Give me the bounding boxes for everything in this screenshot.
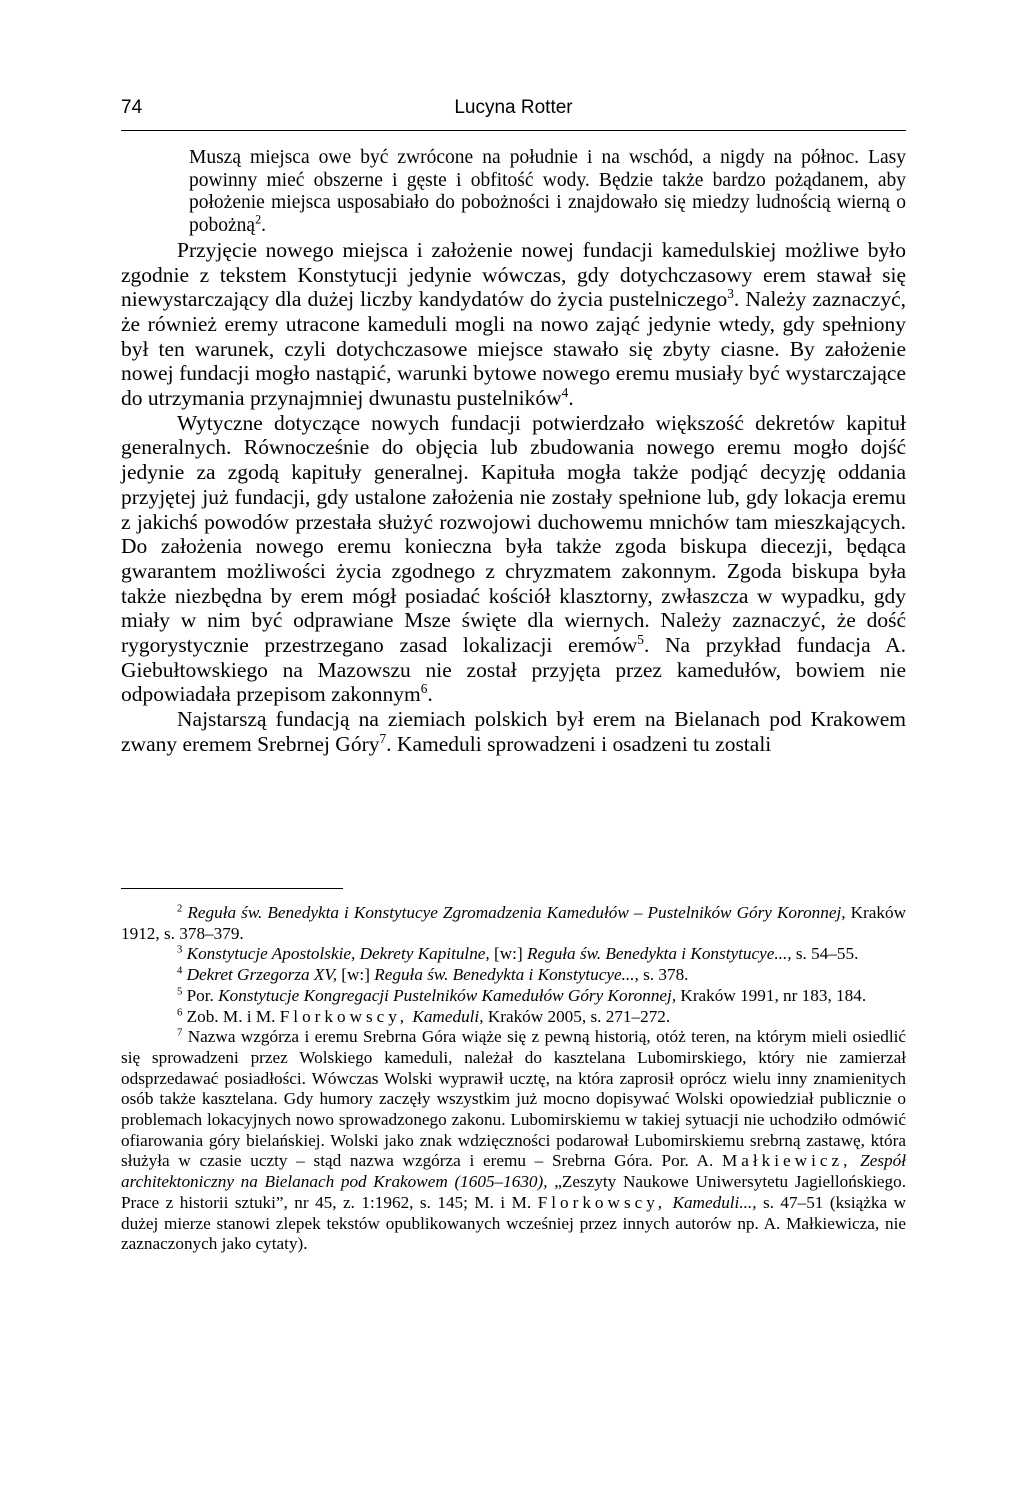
footnote-ref[interactable]: 4	[561, 384, 569, 400]
footnote-ref[interactable]: 5	[637, 631, 644, 647]
footnote-number: 7	[177, 1027, 183, 1039]
footnote-2	[121, 903, 906, 944]
footnote-3	[121, 944, 906, 965]
footnote-ref[interactable]: 7	[379, 730, 387, 746]
footnote-text: Kraków 2005, s. 271–272.	[483, 1006, 671, 1026]
footnote-text: s. 378.	[638, 965, 689, 985]
paragraph-text: Wytyczne dotyczące nowych fundacji potwierdzało większość dekretów kapituł generalnych. Równocześnie do objęcia lub zbudowania nowego eremu mogło dojść jedynie za zgodą kapituły generalnej. Kapituła mogła także podjąć decyzję oddania przyjętej już fundacji, gdy ustalone założenia nie zostały spełnione lub, gdy lokacja eremu z jakichś powodów przestała służyć rozwojowi duchowemu mnichów tam mieszkających. Do założenia nowego eremu konieczna była także zgoda biskupa diecezji, będąca gwarantem możliwości życia zgodnego z chryzmatem zakonnym. Zgoda biskupa była także niezbędna by erem mógł posiadać kościół klasztorny, zwłaszcza w wypadku, gdy miały w nim być odprawiane Msze święte dla wiernych. Należy zaznaczyć, że dość rygorystycznie przestrzegano zasad lokalizacji eremów	[121, 410, 906, 658]
footnote-text: [w:]	[337, 965, 375, 985]
footnote-7	[121, 1027, 906, 1255]
footnote-text: s. 47–51 (książka w dużej mierze stanowi zlepek tekstów opublikowanych wcześniej przez innych autorów np. A. Małkiewicza, nie zaznaczonych jako cytaty).	[121, 1192, 906, 1254]
footnote-title: Reguła św. Benedykta i Konstytucye...,	[526, 944, 792, 964]
footnote-6	[121, 1007, 906, 1028]
author-name-spaced: Małkiewicz,	[721, 1151, 852, 1171]
paragraph-3	[121, 707, 906, 756]
footnote-title: Konstytucje Apostolskie, Dekrety Kapitulne,	[186, 944, 490, 964]
footnote-title: Kameduli...,	[672, 1192, 757, 1212]
block-quote	[189, 147, 906, 238]
footnote-number: 4	[177, 965, 183, 977]
paragraph-text: Przyjęcie nowego miejsca i założenie nowej fundacji kamedulskiej możliwe było zgodnie z tekstem Konstytucji jedynie wówczas, gdy dotychczasowy erem stawał się niewystarczający dla dużej liczby kandydatów do życia pustelniczego	[121, 237, 906, 312]
footnote-number: 2	[177, 903, 183, 915]
paragraph-text: Najstarszą fundacją na ziemiach polskich był erem na Bielanach pod Krakowem zwany eremem Srebrnej Góry	[121, 707, 906, 756]
quote-tail: .	[261, 215, 266, 237]
footnote-number: 3	[177, 944, 183, 956]
footnote-text: Kraków 1912, s. 378–379.	[121, 903, 907, 943]
footnote-rule	[121, 888, 343, 889]
footnote-number: 5	[177, 986, 183, 998]
footnote-title: Reguła św. Benedykta i Konstytucye Zgromadzenia Kamedułów – Pustelników Góry Koronnej,	[187, 903, 846, 922]
quote-text: Muszą miejsca owe być zwrócone na południe i na wschód, a nigdy na północ. Lasy powinny mieć obszerne i gęste i obfitość wody. Będzie także bardzo pożądanem, aby położenie miejsca usposabiało do pobożności i znajdowało się miedzy ludnością wierną o pobożną	[189, 147, 906, 237]
main-text	[121, 147, 906, 757]
footnote-title: Zespół architektoniczny na Bielanach pod Krakowem (1605–1630),	[121, 1151, 906, 1192]
footnote-title: Konstytucje Kongregacji Pustelników Kamedułów Góry Koronnej,	[218, 985, 677, 1005]
footnote-text: Zob. M. i M.	[186, 1006, 280, 1026]
footnote-text: „Zeszyty Naukowe Uniwersytetu Jagiellońskiego. Prace z historii sztuki”, nr 45, z. 1:1962, s. 145; M. i M.	[121, 1172, 906, 1212]
footnote-title: Kameduli,	[412, 1006, 484, 1026]
paragraph-text: . Kameduli sprowadzeni i osadzeni tu zostali	[386, 731, 772, 756]
footnote-title: Reguła św. Benedykta i Konstytucye...,	[374, 965, 639, 985]
paragraph-text: . Na przykład fundacja A. Giebułtowskiego na Mazowszu nie został przyjęta przez kamedułów, bowiem nie odpowiadała przepisom zakonnym	[121, 633, 906, 707]
footnote-5	[121, 986, 906, 1007]
footnote-text: Nazwa wzgórza i eremu Srebrna Góra wiąże się z pewną historią, otóż teren, na którym mieli osiedlić się sprowadzeni przez Wolskiego kameduli, należał do kasztelana Lubomirskiego, który nie zamierzał odsprzedawać posiadłości. Wówczas Wolski wyprawił ucztę, na która zaprosił oprócz wielu inny znamienitych osób także kasztelana. Gdy humory zaczęły wszystkim już mocno dopisywać Wolski opowiedział publicznie o problemach lokacyjnych nowo sprowadzonego zakonu. Lubomirskiemu w takiej sytuacji nie uchodziło odmówić ofiarowania góry bielańskiej. Wolski jako znak wdzięczności podarował Lubomirskiemu srebrną zastawę, która służyła w czasie uczty – stąd nazwa wzgórza i eremu – Srebrna Góra. Por. A.	[121, 1027, 907, 1171]
paragraph-text: .	[427, 682, 433, 707]
footnote-text: Por.	[186, 985, 219, 1005]
header-rule	[121, 130, 906, 131]
footnote-title: Dekret Grzegorza XV,	[186, 965, 337, 985]
footnote-ref[interactable]: 3	[727, 286, 734, 302]
footnote-ref[interactable]: 6	[420, 681, 428, 697]
page-number: 74	[121, 97, 143, 118]
paragraph-text: . Należy zaznaczyć, że również eremy utracone kameduli mogli na nowo zająć jedynie wtedy, gdy spełniony był ten warunek, czyli dotychczasowe miejsce stawało się zbyty ciasne. By założenie nowej fundacji mogło nastąpić, warunki bytowe nowego eremu musiały być wystarczające do utrzymania przynajmniej dwunastu pustelników	[121, 287, 906, 411]
footnote-text: Kraków 1991, nr 183, 184.	[676, 985, 867, 1005]
footnote-4	[121, 965, 906, 986]
footnote-text	[851, 1151, 860, 1170]
footnote-ref[interactable]: 2	[255, 212, 262, 227]
footnote-text: s. 54–55.	[791, 944, 859, 964]
paragraph-2	[121, 411, 906, 707]
footnotes	[121, 903, 906, 1255]
footnote-text: [w:]	[489, 944, 527, 964]
paragraph-text: .	[568, 386, 574, 411]
running-head-author: Lucyna Rotter	[454, 97, 573, 118]
footnote-number: 6	[177, 1006, 183, 1018]
author-name-spaced: Florkowscy,	[537, 1192, 667, 1212]
author-name-spaced: Florkowscy,	[279, 1006, 409, 1026]
paragraph-1	[121, 238, 906, 411]
